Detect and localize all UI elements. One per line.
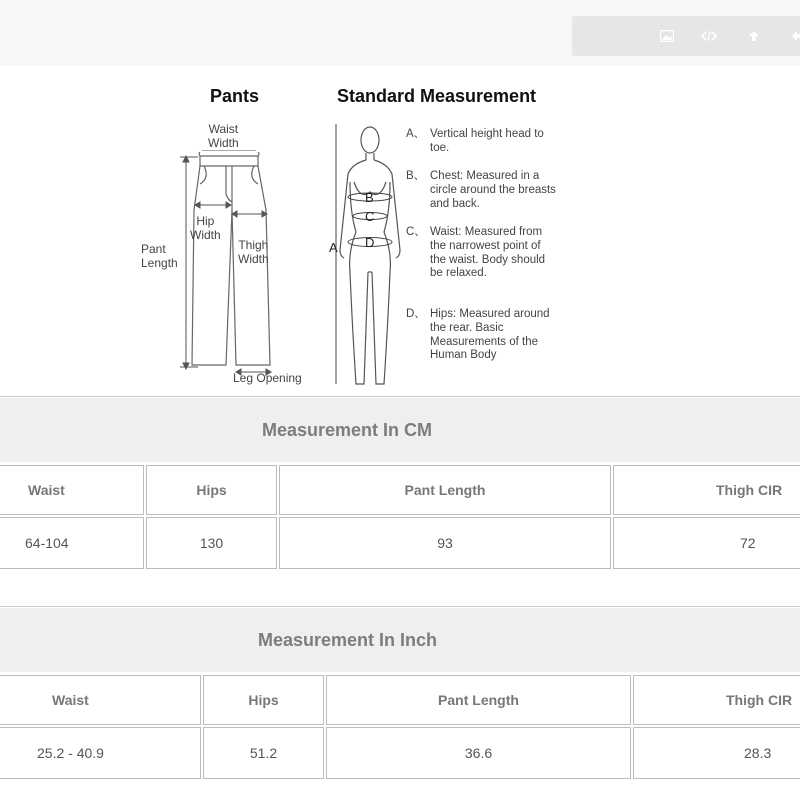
inch-header-thigh-cir: [633, 675, 800, 725]
arrow-up-icon[interactable]: [743, 25, 765, 47]
body-letter-b: B: [365, 190, 374, 205]
header-label: Hips: [196, 482, 227, 498]
inch-table-header-band: [0, 608, 800, 672]
size-chart-figure: [0, 66, 800, 396]
cm-header-waist: [0, 465, 144, 515]
header-label: Thigh CIR: [726, 692, 793, 708]
header-label: Thigh CIR: [716, 482, 783, 498]
cell-value: 130: [199, 535, 224, 551]
inch-header-hips: [203, 675, 324, 725]
inch-header-pant-length: [326, 675, 631, 725]
image-icon[interactable]: [656, 25, 678, 47]
cm-header-pant-length: [279, 465, 611, 515]
cm-table-header-band: [0, 398, 800, 462]
cell-value: 36.6: [464, 745, 493, 761]
pants-title: Pants: [210, 86, 260, 106]
inch-header-waist: [0, 675, 201, 725]
inch-cell-pant-length: [326, 727, 631, 779]
cm-cell-pant-length: [279, 517, 611, 569]
cm-cell-thigh-cir: [613, 517, 800, 569]
cm-table-title: Measurement In CM: [262, 420, 433, 440]
cell-value: 72: [740, 535, 756, 551]
cell-value: 28.3: [744, 745, 772, 761]
legend-text: Waist: Measured from the narrowest point of the waist. Body should be relaxed.: [430, 226, 546, 280]
hip-width-label: Hip Width: [190, 214, 221, 242]
header-label: Pant Length: [438, 692, 519, 708]
inch-cell-hips: [203, 727, 324, 779]
thigh-width-label: Thigh Width: [238, 238, 269, 266]
inch-cell-waist: [0, 727, 201, 779]
body-letter-a: A: [329, 240, 338, 255]
body-letter-d: D: [365, 235, 375, 250]
code-icon[interactable]: [698, 25, 720, 47]
legend-text: Hips: Measured around the rear. Basic Measurements of the Human Body: [430, 308, 550, 362]
cm-header-thigh-cir: [613, 465, 800, 515]
pant-length-label: Pant Length: [141, 242, 178, 270]
top-bar: [0, 0, 800, 66]
header-label: Waist: [52, 692, 89, 708]
header-label: Pant Length: [404, 482, 486, 498]
legend-key: B、: [406, 170, 426, 182]
legend-text: Vertical height head to toe.: [430, 128, 544, 154]
cell-value: 64-104: [25, 535, 69, 551]
pants-diagram: [170, 150, 300, 390]
body-figure-diagram: [326, 122, 406, 390]
legend-key: A、: [406, 128, 426, 140]
inch-table-section: [0, 606, 800, 801]
arrow-left-icon[interactable]: [786, 25, 800, 47]
cm-table-section: [0, 396, 800, 577]
leg-opening-label: Leg Opening: [233, 371, 302, 385]
waist-width-label: Waist Width: [208, 122, 239, 150]
image-toolbar: [572, 16, 800, 56]
standard-measurement-title: Standard Measurement: [337, 86, 537, 106]
cell-value: 25.2 - 40.9: [37, 745, 104, 761]
header-label: Waist: [28, 482, 65, 498]
legend-key: C、: [406, 226, 426, 238]
cm-cell-waist: [0, 517, 144, 569]
inch-cell-thigh-cir: [633, 727, 800, 779]
legend-text: Chest: Measured in a circle around the breasts and back.: [430, 170, 556, 210]
cell-value: 93: [437, 535, 453, 551]
inch-table-title: Measurement In Inch: [258, 630, 438, 650]
header-label: Hips: [248, 692, 279, 708]
body-letter-c: C: [365, 209, 375, 224]
cell-value: 51.2: [249, 745, 278, 761]
legend-key: D、: [406, 308, 426, 320]
cm-header-hips: [146, 465, 277, 515]
cm-cell-hips: [146, 517, 277, 569]
